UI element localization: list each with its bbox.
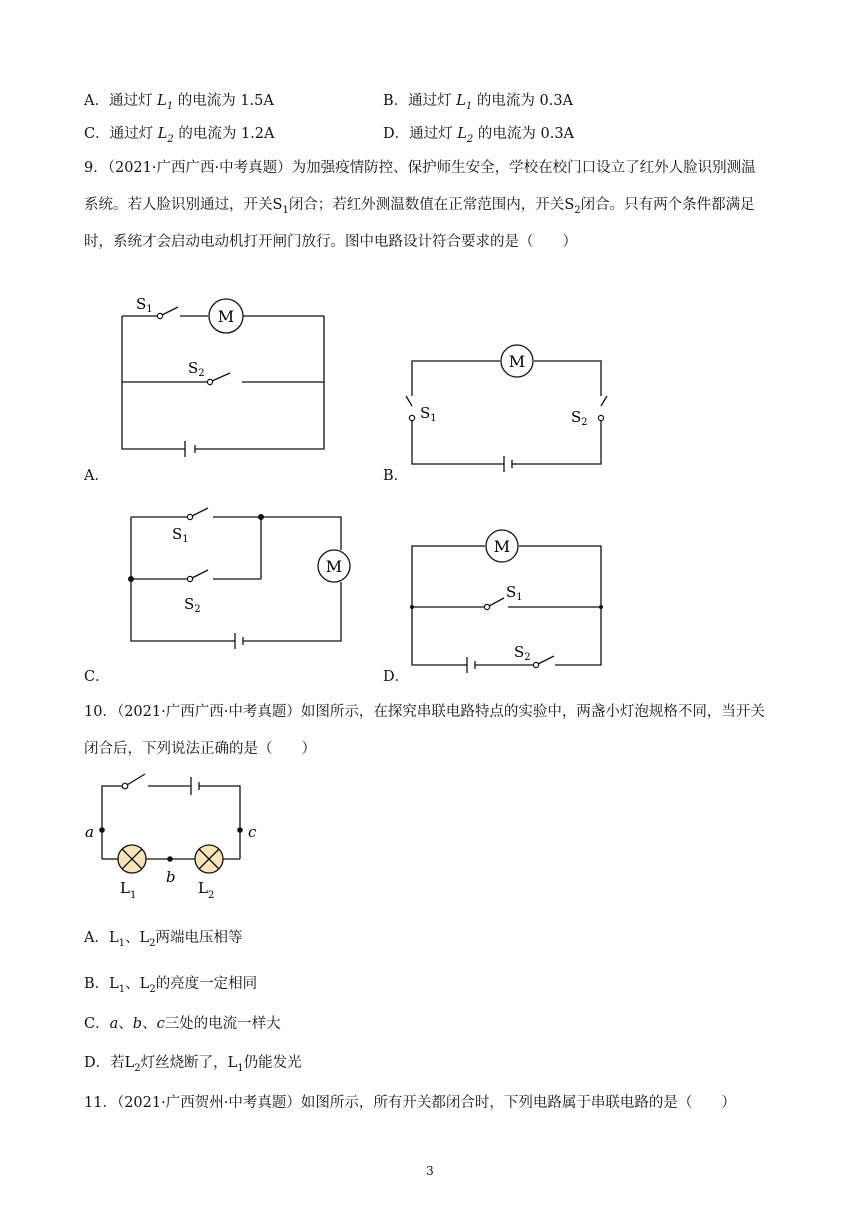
q10-stem-line2: 闭合后，下列说法正确的是（ ） — [84, 741, 316, 757]
q9-stem-line3: 时，系统才会启动电动机打开闸门放行。图中电路设计符合要求的是（ ） — [84, 234, 577, 250]
svg-text:S2: $S_2$ — [514, 643, 531, 663]
q8-option-a: A．通过灯 $L_1$ 的电流为 1.5A — [84, 93, 274, 112]
q10-stem-line1: 10．（2021·广西广西·中考真题）如图所示，在探究串联电路特点的实验中，两盏小灯泡规格不同，当开关 — [84, 704, 765, 720]
q9-option-c-label: C． — [84, 669, 110, 685]
svg-text:M: M — [493, 537, 511, 556]
svg-text:S2: $S_2$ — [571, 408, 588, 428]
point-b-dot — [167, 856, 173, 862]
svg-text:M: M — [325, 557, 343, 576]
svg-text:S1: $S_1$ — [506, 583, 523, 603]
q9-option-a-label: A． — [84, 468, 109, 484]
point-a-dot — [99, 827, 105, 833]
q10-option-b: B．$L_1$、$L_2$的亮度一定相同 — [84, 976, 258, 995]
page-number: 3 — [426, 1164, 434, 1178]
q8-option-d: D．通过灯 $L_2$ 的电流为 0.3A — [383, 126, 575, 145]
q9-circuit-d — [400, 525, 620, 675]
svg-text:M: M — [508, 352, 526, 371]
q10-option-a: A．$L_1$、$L_2$两端电压相等 — [84, 930, 243, 949]
q10-option-d: D．若$L_2$灯丝烧断了，$L_1$仍能发光 — [84, 1055, 302, 1074]
q8-option-b: B．通过灯 $L_1$ 的电流为 0.3A — [383, 93, 574, 112]
q9-circuit-c — [118, 505, 348, 670]
q9-circuit-b — [400, 340, 620, 475]
switch-s1-label: $S_1$ — [136, 295, 153, 315]
svg-text:S1: $S_1$ — [420, 404, 437, 424]
q10-series-circuit — [80, 765, 270, 915]
q11-stem: 11．（2021·广西贺州·中考真题）如图所示，所有开关都闭合时，下列电路属于串联电路的是（ ） — [84, 1095, 736, 1111]
q9-stem-line2: 系统。若人脸识别通过，开关$S_1$闭合；若红外测温数值在正常范围内，开关$S_2$闭合。只有两个条件都满足 — [84, 197, 755, 216]
point-b-label: b — [166, 868, 176, 886]
q10-option-c: C．a、b、c三处的电流一样大 — [84, 1016, 281, 1032]
lamp-l1-label: $L_1$ — [120, 879, 137, 901]
svg-text:S1: $S_1$ — [172, 525, 189, 545]
point-a-label: a — [85, 823, 94, 841]
switch-s2-label: $S_2$ — [188, 359, 205, 379]
q9-option-b-label: B． — [383, 468, 409, 484]
point-c-dot — [237, 827, 243, 833]
point-c-label: c — [248, 823, 257, 841]
q9-circuit-a — [110, 285, 340, 470]
q9-option-d-label: D． — [383, 669, 410, 685]
svg-text:S2: $S_2$ — [184, 595, 201, 615]
q8-option-c: C．通过灯 $L_2$ 的电流为 1.2A — [84, 126, 275, 145]
lamp-l2-label: $L_2$ — [198, 879, 215, 901]
q9-stem-line1: 9．（2021·广西广西·中考真题）为加强疫情防控、保护师生安全，学校在校门口设立了红外人脸识别测温 — [84, 160, 756, 176]
motor-label: M — [217, 307, 235, 326]
